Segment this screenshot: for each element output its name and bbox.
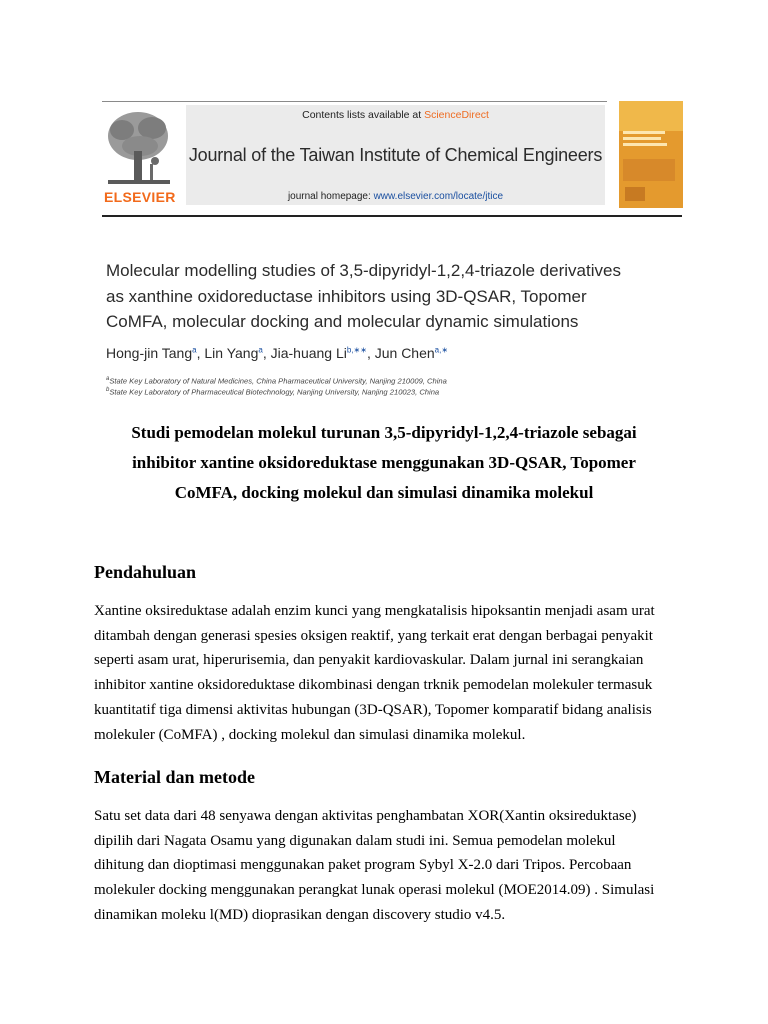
document-title-line: Studi pemodelan molekul turunan 3,5-dipyridyl-1,2,4-triazole sebagai: [131, 423, 637, 442]
section-heading-pendahuluan: Pendahuluan: [94, 562, 197, 582]
paragraph-line: dihitung dan dioptimasi menggunakan paket program Sybyl X-2.0 dari Tripos. Percobaan: [94, 857, 632, 874]
paragraph-pendahuluan: [94, 599, 684, 747]
author-name[interactable]: Hong-jin Tang: [106, 345, 193, 361]
paragraph-line: dinamikan moleku l(MD) dioprasikan dengan discovery studio v4.5.: [94, 906, 506, 923]
original-title-line: Molecular modelling studies of 3,5-dipyridyl-1,2,4-triazole derivatives: [106, 261, 621, 280]
paragraph-line: dipilih dari Nagata Osamu yang digunakan dalam studi ini. Semua pemodelan molekul: [94, 832, 616, 849]
affiliation-text: State Key Laboratory of Natural Medicines, China Pharmaceutical University, Nanjing 210009, China: [109, 376, 447, 386]
journal-homepage: [186, 191, 605, 202]
document-title: [94, 418, 674, 508]
original-article-title: [106, 258, 666, 335]
contents-prefix: Contents lists available at: [302, 109, 425, 121]
author-name[interactable]: Lin Yang: [204, 345, 259, 361]
paragraph-line: ditambah dengan generasi spesies oksigen reaktif, yang terkait erat dengan berbagai penyakit: [94, 627, 653, 644]
author-separator: ,: [196, 345, 205, 361]
paragraph-line: Satu set data dari 48 senyawa dengan aktivitas penghambatan XOR(Xantin oksireduktase): [94, 808, 637, 824]
author-affiliation-mark[interactable]: a: [192, 345, 197, 355]
header-bottom-rule: [102, 215, 682, 217]
paragraph-line: kuantitatif tiga dimensi aktivitas hubungan (3D-QSAR), Topomer komparatif bidang analisis: [94, 701, 652, 718]
author-name[interactable]: Jun Chen: [374, 345, 435, 361]
journal-title: Journal of the Taiwan Institute of Chemical Engineers: [188, 145, 603, 165]
paragraph-line: molekuler docking menggunakan perangkat lunak operasi molekul (MOE2014.09) . Simulasi: [94, 882, 655, 899]
homepage-link[interactable]: www.elsevier.com/locate/jtice: [373, 191, 504, 202]
header-top-rule: [102, 101, 607, 102]
author-affiliation-mark[interactable]: a,∗: [434, 345, 449, 355]
author-separator: ,: [262, 345, 271, 361]
contents-availability: [186, 109, 605, 121]
paragraph-line: inhibitor xantine oksidoreduktase dikombinasi dengan trknik pemodelan molekuler termasuk: [94, 677, 653, 694]
paragraph-line: molekuler (CoMFA) , docking molekul dan simulasi dinamika molekul.: [94, 726, 526, 743]
affiliation-a: [106, 376, 447, 386]
original-title-line: CoMFA, molecular docking and molecular dynamic simulations: [106, 312, 579, 331]
author-affiliation-mark[interactable]: a: [258, 345, 263, 355]
sciencedirect-link[interactable]: ScienceDirect: [424, 109, 489, 121]
journal-cover-thumbnail: [619, 101, 683, 208]
affiliation-mark: a: [106, 376, 110, 382]
author-name[interactable]: Jia-huang Li: [270, 345, 347, 361]
author-separator: ,: [366, 345, 375, 361]
paragraph-line: Xantine oksireduktase adalah enzim kunci yang mengkatalisis hipoksantin menjadi asam urat: [94, 603, 655, 619]
author-list: [106, 345, 448, 361]
document-title-line: CoMFA, docking molekul dan simulasi dinamika molekul: [174, 483, 594, 502]
homepage-prefix: journal homepage:: [287, 191, 374, 202]
section-heading-material-metode: Material dan metode: [94, 767, 255, 787]
publisher-name: ELSEVIER: [104, 189, 176, 205]
affiliation-text: State Key Laboratory of Pharmaceutical Biotechnology, Nanjing University, Nanjing 210023, China: [109, 387, 440, 397]
paragraph-line: seperti asam urat, hiperurisemia, dan penyakit kardiovaskular. Dalam jurnal ini serangkaian: [94, 652, 644, 669]
affiliation-b: [106, 387, 439, 397]
author-affiliation-mark[interactable]: b,∗∗: [346, 345, 367, 355]
original-title-line: as xanthine oxidoreductase inhibitors using 3D-QSAR, Topomer: [106, 286, 587, 306]
affiliation-mark: b: [106, 387, 110, 393]
document-title-line: inhibitor xantine oksidoreduktase menggunakan 3D-QSAR, Topomer: [132, 453, 636, 472]
paragraph-material-metode: [94, 804, 684, 928]
